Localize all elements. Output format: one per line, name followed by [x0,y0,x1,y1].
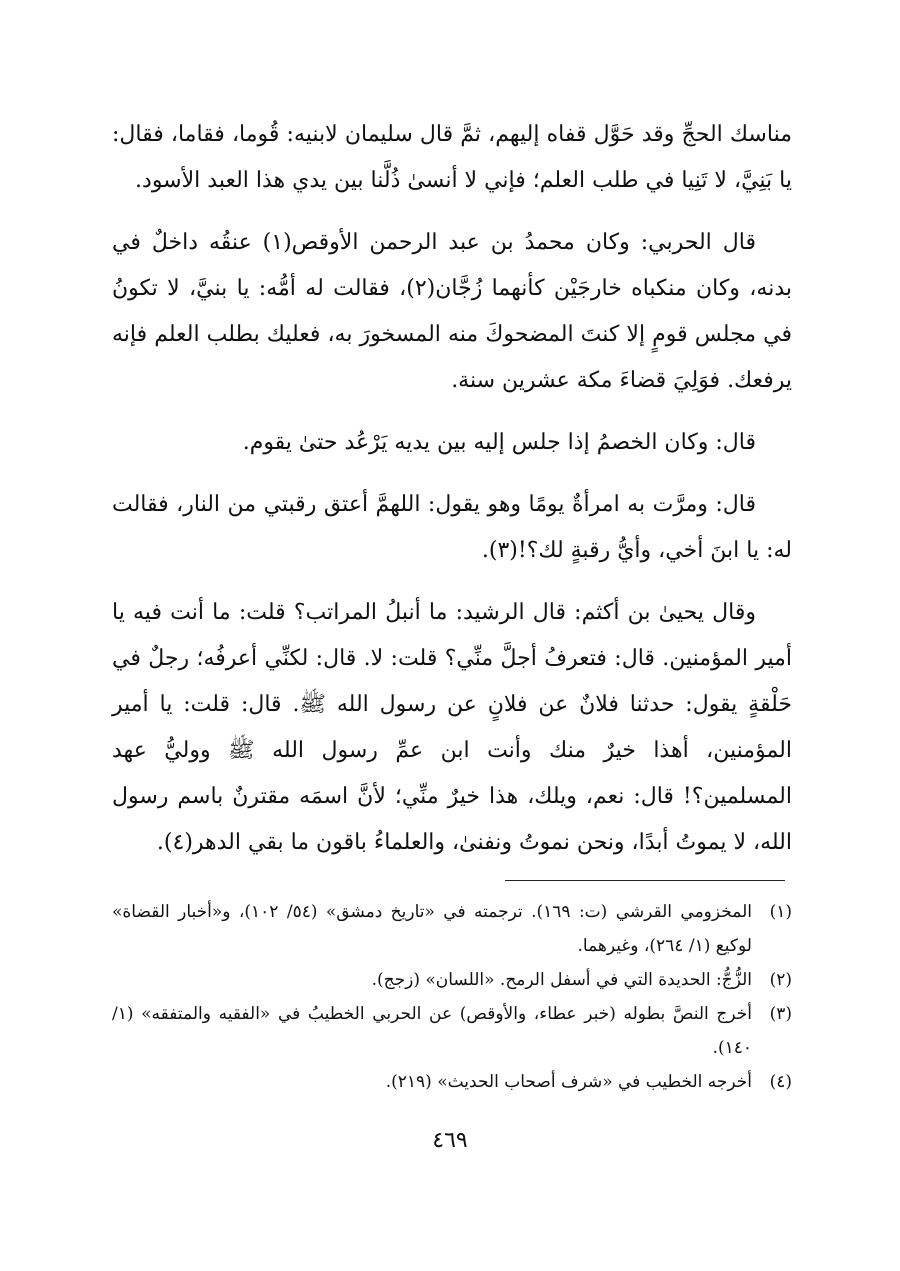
footnote-text: أخرج النصَّ بطوله (خبر عطاء، والأوقص) عن الحربي الخطيبُ في «الفقيه والمتفقه» (١/ ١٤٠). [112,1004,752,1058]
footnote-number: (٤) [769,1072,792,1092]
main-text [112,112,792,882]
footnote-1 [112,895,792,963]
footnote-3 [112,997,792,1065]
footnote-number: (١) [769,902,792,922]
footnote-number: (٢) [769,970,792,990]
paragraph-5: وقال يحيىٰ بن أكثم: قال الرشيد: ما أنبلُ المراتب؟ قلت: ما أنت فيه يا أمير المؤمنين. قال: فتعرفُ أجلَّ منِّي؟ قلت: لا. قال: لكنِّي أعرفُه؛ رجلٌ في حَلْقةٍ يقول: حدثنا فلانٌ عن فلانٍ عن رسول الله ﷺ. قال: قلت: يا أمير المؤمنين، أهذا خيرٌ منك وأنت ابن عمِّ رسول الله ﷺ ووليُّ عهد المسلمين؟! قال: نعم، ويلك، هذا خيرٌ منِّي؛ لأنَّ اسمَه مقترنٌ باسم رسول الله، لا يموتُ أبدًا، ونحن نموتُ ونفنىٰ، والعلماءُ باقون ما بقي الدهر(٤). [112,600,792,855]
paragraph-1: مناسك الحجِّ وقد حَوَّل قفاه إليهم، ثمَّ قال سليمان لابنيه: قُوما، فقاما، فقال: يا بَنِيَّ، لا تَنِيا في طلب العلم؛ فإني لا أنسىٰ ذُلَّنا بين يدي هذا العبد الأسود. [112,122,792,193]
paragraph-3: قال: وكان الخصمُ إذا جلس إليه بين يديه يَرْعُد حتىٰ يقوم. [242,430,756,455]
footnote-2 [112,963,792,997]
footnote-number: (٣) [769,1004,792,1024]
footnote-text: الزُّجُّ: الحديدة التي في أسفل الرمح. «اللسان» (زجج). [371,970,752,990]
footnotes [112,895,792,1099]
footnote-divider [505,880,785,881]
footnote-text: المخزومي القرشي (ت: ١٦٩). ترجمته في «تاريخ دمشق» (٥٤/ ١٠٢)، و«أخبار القضاة» لوكيع (١/ ٢٦٤)، وغيرهما. [112,902,752,956]
paragraph-4: قال: ومرَّت به امرأةٌ يومًا وهو يقول: اللهمَّ أعتق رقبتي من النار، فقالت له: يا ابنَ أخي، وأيُّ رقبةٍ لك؟!(٣). [112,492,792,563]
paragraph-2: قال الحربي: وكان محمدُ بن عبد الرحمن الأوقص(١) عنقُه داخلٌ في بدنه، وكان منكباه خارجَيْن كأنهما زُجَّان(٢)، فقالت له أمُّه: يا بنيَّ، لا تكونُ في مجلس قومٍ إلا كنتَ المضحوكَ منه المسخورَ به، فعليك بطلب العلم فإنه يرفعك. فوَلِيَ قضاءَ مكة عشرين سنة. [112,230,792,393]
page-number: ٤٦٩ [432,1128,468,1153]
footnote-4 [112,1065,792,1099]
footnote-text: أخرجه الخطيب في «شرف أصحاب الحديث» (٢١٩). [385,1072,752,1092]
